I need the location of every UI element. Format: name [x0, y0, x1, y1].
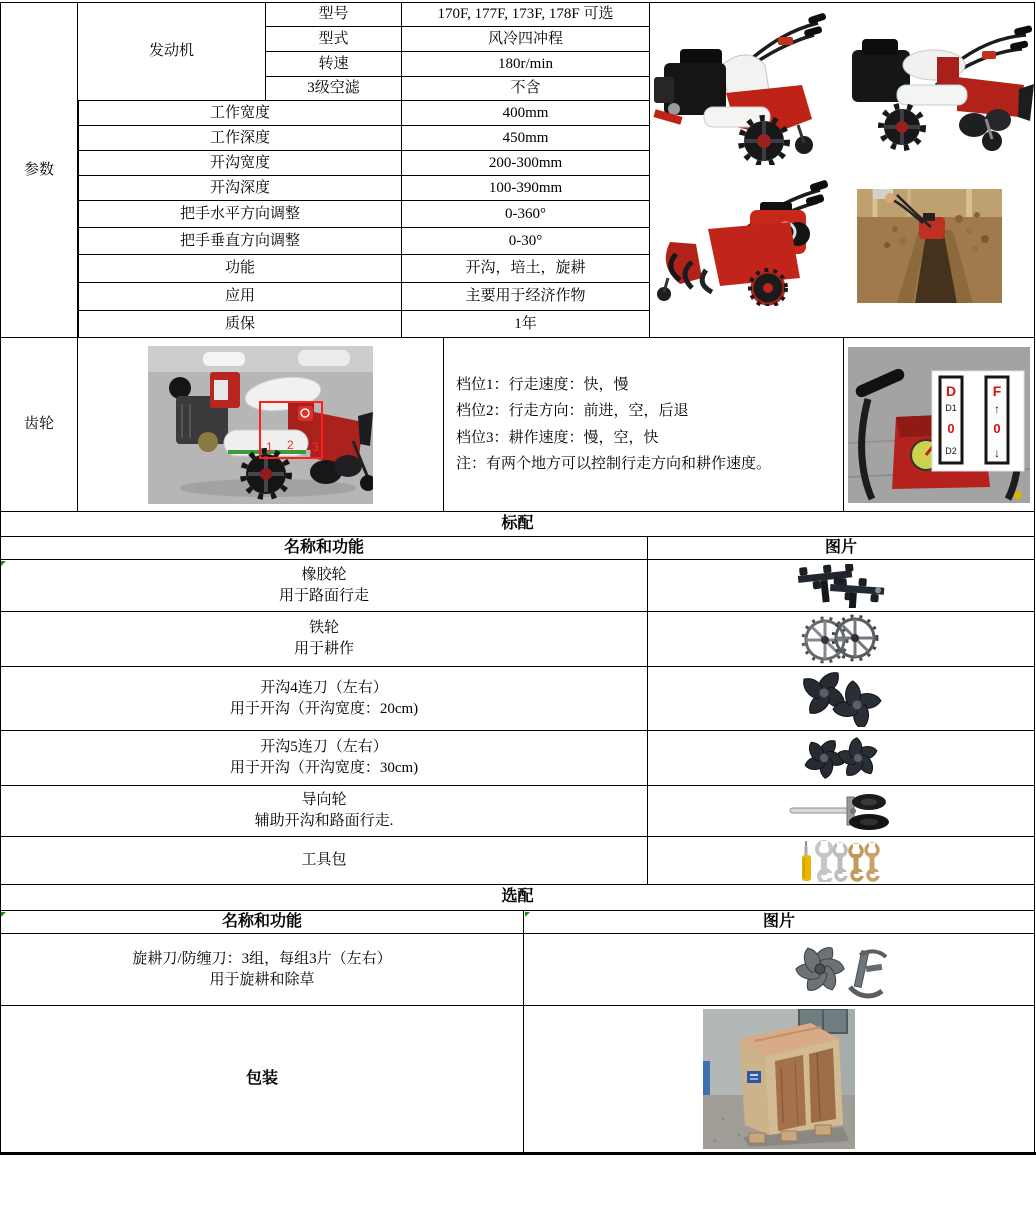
optional-col-image-header: 图片 — [524, 911, 1035, 934]
spec-row-value: 1年 — [402, 311, 650, 338]
standard-section-title: 标配 — [0, 512, 1035, 537]
optional-section-title: 选配 — [0, 885, 1035, 911]
spec-row-value: 开沟，培土，旋耕 — [402, 255, 650, 283]
gears-label: 齿轮 — [23, 416, 54, 432]
packing-crate-photo — [703, 1009, 855, 1149]
shift-pos-0: 0 — [947, 420, 955, 436]
shift-pos-d1: D1 — [945, 402, 957, 413]
optional-row-name-packing: 包装 — [0, 1006, 524, 1152]
standard-col-image-header: 图片 — [648, 537, 1035, 560]
spec-row-label: 把手垂直方向调整 — [78, 228, 402, 255]
standard-row-name: 开沟4连刀（左右） 用于开沟（开沟宽度：20cm) — [0, 667, 648, 731]
shift-arrow-down: ↓ — [994, 445, 1000, 460]
spec-row-label: 开沟宽度 — [78, 151, 402, 176]
standard-row-name: 铁轮 用于耕作 — [0, 612, 648, 667]
standard-row-image — [648, 612, 1035, 667]
tiller-photo-1 — [652, 7, 827, 165]
spec-row-label: 工作深度 — [78, 126, 402, 151]
gear-shift-photo-cell — [844, 338, 1035, 512]
spec-row-value: 400mm — [402, 101, 650, 126]
gear-line-4: 注：有两个地方可以控制行走方向和耕作速度。 — [456, 455, 772, 472]
tiller-photo-2 — [842, 15, 1035, 157]
spec-row-label: 应用 — [78, 283, 402, 311]
params-label: 参数 — [23, 161, 54, 178]
spec-row-label: 工作宽度 — [78, 101, 402, 126]
tool-kit-photo — [794, 840, 889, 882]
standard-row-image — [648, 837, 1035, 885]
engine-label: 发动机 — [148, 43, 194, 59]
gear-machine-photo-cell — [78, 338, 444, 512]
spec-row-value: 100-390mm — [402, 176, 650, 201]
engine-row-label: 转速 — [266, 52, 402, 77]
cell-marker — [1, 912, 6, 917]
engine-row-value: 不含 — [402, 77, 650, 101]
standard-row-image — [648, 786, 1035, 837]
spec-row-value: 0-360° — [402, 201, 650, 228]
section-label-gears — [0, 338, 78, 512]
tiller-action-photo — [857, 189, 1002, 303]
gear-line-3: 档位3：耕作速度：慢，空，快 — [456, 429, 659, 446]
engine-row-label: 型式 — [266, 27, 402, 52]
spec-row-value: 450mm — [402, 126, 650, 151]
engine-row-value: 风冷四冲程 — [402, 27, 650, 52]
shift-arrow-up: ↑ — [994, 401, 1000, 416]
standard-row-image — [648, 731, 1035, 786]
optional-col-name-header: 名称和功能 — [0, 911, 524, 934]
standard-row-name: 导向轮 辅助开沟和路面行走. — [0, 786, 648, 837]
shift-pos-d2: D2 — [945, 445, 957, 456]
spec-row-value: 主要用于经济作物 — [402, 283, 650, 311]
section-label-params — [0, 2, 78, 338]
gear-line-1: 档位1：行走速度：快，慢 — [456, 377, 629, 393]
spec-row-label: 功能 — [78, 255, 402, 283]
engine-cell — [78, 2, 266, 101]
iron-wheels-photo — [799, 614, 883, 664]
cell-marker — [1, 561, 6, 566]
engine-row-label: 型号 — [266, 2, 402, 27]
spec-row-value: 200-300mm — [402, 151, 650, 176]
gear-description-cell — [444, 338, 844, 512]
product-photos-area — [650, 2, 1035, 338]
engine-row-value: 170F, 177F, 173F, 178F 可选 — [402, 2, 650, 27]
standard-row-name: 开沟5连刀（左右） 用于开沟（开沟宽度：30cm) — [0, 731, 648, 786]
spec-row-value: 0-30° — [402, 228, 650, 255]
standard-col-name-header: 名称和功能 — [0, 537, 648, 560]
standard-row-name: 工具包 — [0, 837, 648, 885]
table-bottom-border — [0, 1152, 1036, 1155]
rotary-blades-photo — [788, 939, 893, 1001]
gear-machine-photo — [148, 346, 373, 504]
spec-row-label: 开沟深度 — [78, 176, 402, 201]
gear-line-2: 档位2：行走方向：前进，空，后退 — [456, 403, 689, 420]
optional-row-image — [524, 1006, 1035, 1152]
gear-annotation-3: 3 — [312, 439, 319, 454]
spec-row-label: 质保 — [78, 311, 402, 338]
rubber-wheels-photo — [791, 564, 891, 608]
gear-annotation-2: 2 — [287, 437, 294, 452]
trencher-5-blades-photo — [794, 734, 889, 782]
cell-marker — [525, 912, 530, 917]
shift-pos-d: D — [945, 382, 957, 399]
standard-row-image — [648, 667, 1035, 731]
shift-pos-f: F — [992, 382, 1002, 399]
engine-row-value: 180r/min — [402, 52, 650, 77]
standard-row-name: 橡胶轮 用于路面行走 — [0, 560, 648, 612]
optional-row-name: 旋耕刀/防缠刀：3组，每组3片（左右） 用于旋耕和除草 — [0, 934, 524, 1006]
spec-row-label: 把手水平方向调整 — [78, 201, 402, 228]
shift-pos-0b: 0 — [993, 420, 1001, 436]
standard-row-image — [648, 560, 1035, 612]
engine-row-label: 3级空滤 — [266, 77, 402, 101]
tiller-photo-3 — [650, 174, 830, 306]
gear-shift-photo — [848, 347, 1030, 503]
trencher-4-blades-photo — [794, 671, 889, 727]
gear-annotation-1: 1 — [266, 439, 273, 454]
guide-wheel-photo — [789, 791, 894, 831]
optional-row-image — [524, 934, 1035, 1006]
